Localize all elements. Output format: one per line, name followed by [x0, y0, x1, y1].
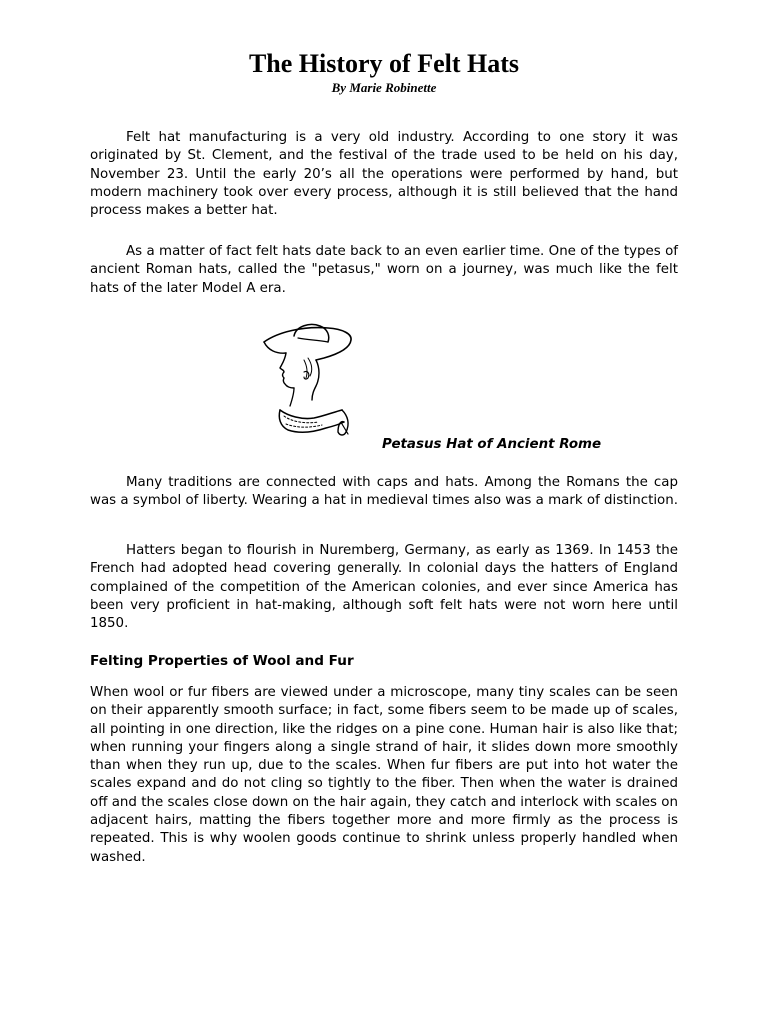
paragraph-petasus: As a matter of fact felt hats date back to an even earlier time. One of the types of ancient Roman hats, called the "petasus," worn on a journey, was much like the felt hats of the later Model A era. — [90, 244, 678, 296]
petasus-hat-illustration — [258, 320, 358, 450]
paragraph-origin: Felt hat manufacturing is a very old industry. According to one story it was originated by St. Clement, and the festival of the trade used to be held on his day, November 23. Until the early 20’s all the operations were performed by hand, but modern machinery took over every process, although it is still believed that the hand process makes a better hat. — [90, 130, 678, 219]
document-title: The History of Felt Hats — [248, 49, 520, 78]
figure-caption: Petasus Hat of Ancient Rome — [382, 437, 602, 452]
paragraph-felting: When wool or fur fibers are viewed under a microscope, many tiny scales can be seen on their apparently smooth surface; in fact, some fibers seem to be made up of scales, all pointing in one direction, like the ridges on a pine cone. Human hair is also like that; when running your fingers along a single strand of hair, it slides down more smoothly than when they run up, due to the scales. When fur fibers are put into hot water the scales expand and do not cling so tightly to the fiber. Then when the water is drained off and the scales close down on the hair again, they catch and interlock with scales on adjacent hairs, matting the fibers together more and more firmly as the process is repeated. This is why woolen goods continue to shrink unless properly handled when washed. — [90, 685, 678, 865]
paragraph-traditions: Many traditions are connected with caps and hats. Among the Romans the cap was a symbol of liberty. Wearing a hat in medieval times also was a mark of distinction. — [90, 475, 678, 509]
section-heading: Felting Properties of Wool and Fur — [90, 653, 354, 669]
author-byline: By Marie Robinette — [331, 80, 437, 95]
paragraph-hatters: Hatters began to flourish in Nuremberg, Germany, as early as 1369. In 1453 the French had adopted head covering generally. In colonial days the hatters of England complained of the competition of the American colonies, and ever since America has been very proficient in hat-making, although soft felt hats were not worn here until 1850. — [90, 543, 678, 632]
